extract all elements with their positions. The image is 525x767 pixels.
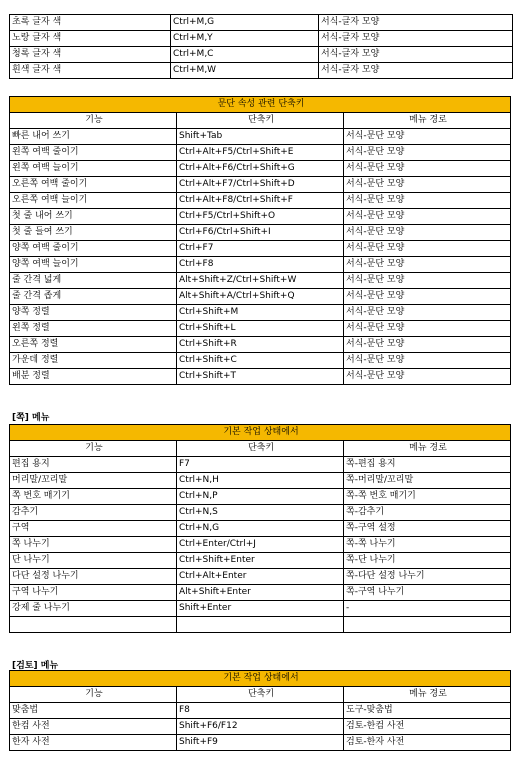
table-row [10, 161, 511, 177]
table-row [10, 457, 511, 473]
table-row [10, 585, 511, 601]
table-row [10, 337, 511, 353]
table-row [10, 617, 511, 633]
column-header: 기능 [10, 687, 177, 703]
paragraph-shortcut-table [9, 96, 511, 385]
function-cell: 쪽 번호 매기기 [10, 489, 177, 505]
function-cell: 노랑 글자 색 [10, 31, 171, 47]
shortcut-cell: F8 [177, 703, 344, 719]
menu-path-cell: 서식-문단 모양 [344, 129, 511, 145]
function-cell: 빠른 내어 쓰기 [10, 129, 177, 145]
table-row [10, 505, 511, 521]
menu-path-cell: 서식-문단 모양 [344, 369, 511, 385]
shortcut-cell: Ctrl+F6/Ctrl+Shift+I [177, 225, 344, 241]
function-cell: 구역 나누기 [10, 585, 177, 601]
column-header: 단축키 [177, 441, 344, 457]
table-row [10, 489, 511, 505]
shortcut-cell: Ctrl+F8 [177, 257, 344, 273]
function-cell: 흰색 글자 색 [10, 63, 171, 79]
function-cell: 가운데 정렬 [10, 353, 177, 369]
menu-path-cell: 쪽-쪽 나누기 [344, 537, 511, 553]
menu-path-cell: 서식-문단 모양 [344, 241, 511, 257]
shortcut-cell: Alt+Shift+A/Ctrl+Shift+Q [177, 289, 344, 305]
menu-path-cell [344, 617, 511, 633]
menu-path-cell: 서식-글자 모양 [319, 15, 513, 31]
function-cell: 강제 줄 나누기 [10, 601, 177, 617]
function-cell: 첫 줄 들여 쓰기 [10, 225, 177, 241]
table-row [10, 321, 511, 337]
column-header: 단축키 [177, 113, 344, 129]
shortcut-cell: Ctrl+N,P [177, 489, 344, 505]
table-row [10, 735, 511, 751]
section-header-row [10, 671, 511, 687]
function-cell: 줄 간격 넓게 [10, 273, 177, 289]
function-cell: 청록 글자 색 [10, 47, 171, 63]
shortcut-cell: Ctrl+M,C [171, 47, 319, 63]
table-row [10, 601, 511, 617]
menu-path-cell: 쪽-쪽 번호 매기기 [344, 489, 511, 505]
function-cell: 초록 글자 색 [10, 15, 171, 31]
function-cell: 왼쪽 여백 줄이기 [10, 145, 177, 161]
section-header: 문단 속성 관련 단축키 [10, 97, 511, 113]
function-cell: 맞춤법 [10, 703, 177, 719]
section-header-row [10, 97, 511, 113]
table-row [10, 225, 511, 241]
menu-path-cell: 서식-문단 모양 [344, 337, 511, 353]
table-row [10, 305, 511, 321]
column-header-row [10, 441, 511, 457]
column-header: 메뉴 경로 [344, 687, 511, 703]
table-row [10, 703, 511, 719]
function-cell: 쪽 나누기 [10, 537, 177, 553]
table-row [10, 273, 511, 289]
function-cell: 구역 [10, 521, 177, 537]
function-cell [10, 617, 177, 633]
shortcut-cell: Ctrl+Alt+F8/Ctrl+Shift+F [177, 193, 344, 209]
page-menu-title: [쪽] 메뉴 [12, 413, 50, 423]
function-cell: 줄 간격 좁게 [10, 289, 177, 305]
shortcut-cell: Ctrl+Shift+R [177, 337, 344, 353]
column-header: 단축키 [177, 687, 344, 703]
function-cell: 편집 용지 [10, 457, 177, 473]
shortcut-cell: Ctrl+Alt+F6/Ctrl+Shift+G [177, 161, 344, 177]
function-cell: 오른쪽 여백 늘이기 [10, 193, 177, 209]
menu-path-cell: 쪽-편집 용지 [344, 457, 511, 473]
menu-path-cell: 쪽-구역 설정 [344, 521, 511, 537]
menu-path-cell: 서식-문단 모양 [344, 161, 511, 177]
menu-path-cell: 서식-문단 모양 [344, 145, 511, 161]
column-header: 기능 [10, 113, 177, 129]
shortcut-cell: Ctrl+M,W [171, 63, 319, 79]
table-row [10, 47, 513, 63]
table-row [10, 473, 511, 489]
shortcut-cell: Ctrl+Enter/Ctrl+J [177, 537, 344, 553]
shortcut-cell: F7 [177, 457, 344, 473]
menu-path-cell: - [344, 601, 511, 617]
table-row [10, 369, 511, 385]
shortcut-cell: Shift+F9 [177, 735, 344, 751]
menu-path-cell: 서식-문단 모양 [344, 209, 511, 225]
shortcut-cell: Ctrl+Shift+T [177, 369, 344, 385]
function-cell: 머리말/꼬리말 [10, 473, 177, 489]
function-cell: 한컴 사전 [10, 719, 177, 735]
table-row [10, 353, 511, 369]
table-row [10, 15, 513, 31]
function-cell: 양쪽 여백 줄이기 [10, 241, 177, 257]
shortcut-cell: Ctrl+Shift+M [177, 305, 344, 321]
function-cell: 양쪽 여백 늘이기 [10, 257, 177, 273]
shortcut-cell: Ctrl+Alt+F5/Ctrl+Shift+E [177, 145, 344, 161]
table-row [10, 537, 511, 553]
section-header: 기본 작업 상태에서 [10, 671, 511, 687]
review-menu-shortcut-table [9, 670, 511, 751]
table-row [10, 63, 513, 79]
function-cell: 왼쪽 정렬 [10, 321, 177, 337]
shortcut-cell: Ctrl+M,G [171, 15, 319, 31]
shortcut-cell: Shift+Tab [177, 129, 344, 145]
page-menu-shortcut-table [9, 424, 511, 633]
menu-path-cell: 서식-문단 모양 [344, 193, 511, 209]
table-row [10, 31, 513, 47]
shortcut-cell [177, 617, 344, 633]
table-row [10, 521, 511, 537]
menu-path-cell: 서식-문단 모양 [344, 257, 511, 273]
shortcut-cell: Ctrl+Shift+L [177, 321, 344, 337]
menu-path-cell: 쪽-감추기 [344, 505, 511, 521]
shortcut-cell: Shift+Enter [177, 601, 344, 617]
font-color-shortcut-table [9, 14, 513, 79]
function-cell: 오른쪽 여백 줄이기 [10, 177, 177, 193]
column-header-row [10, 687, 511, 703]
shortcut-cell: Alt+Shift+Z/Ctrl+Shift+W [177, 273, 344, 289]
shortcut-cell: Ctrl+F7 [177, 241, 344, 257]
table-row [10, 209, 511, 225]
menu-path-cell: 검토-한컴 사전 [344, 719, 511, 735]
shortcut-cell: Ctrl+N,G [177, 521, 344, 537]
menu-path-cell: 서식-글자 모양 [319, 63, 513, 79]
function-cell: 한자 사전 [10, 735, 177, 751]
shortcut-cell: Ctrl+Shift+Enter [177, 553, 344, 569]
function-cell: 오른쪽 정렬 [10, 337, 177, 353]
menu-path-cell: 서식-문단 모양 [344, 289, 511, 305]
menu-path-cell: 서식-글자 모양 [319, 47, 513, 63]
table-row [10, 569, 511, 585]
menu-path-cell: 서식-문단 모양 [344, 353, 511, 369]
function-cell: 양쪽 정렬 [10, 305, 177, 321]
shortcut-cell: Ctrl+F5/Ctrl+Shift+O [177, 209, 344, 225]
table-row [10, 145, 511, 161]
function-cell: 왼쪽 여백 늘이기 [10, 161, 177, 177]
menu-path-cell: 검토-한자 사전 [344, 735, 511, 751]
table-row [10, 177, 511, 193]
shortcut-cell: Ctrl+N,H [177, 473, 344, 489]
shortcut-cell: Alt+Shift+Enter [177, 585, 344, 601]
review-menu-title: [검토] 메뉴 [12, 661, 59, 671]
menu-path-cell: 쪽-단 나누기 [344, 553, 511, 569]
function-cell: 다단 설정 나누기 [10, 569, 177, 585]
table-row [10, 553, 511, 569]
shortcut-cell: Ctrl+Alt+F7/Ctrl+Shift+D [177, 177, 344, 193]
shortcut-cell: Ctrl+N,S [177, 505, 344, 521]
section-header: 기본 작업 상태에서 [10, 425, 511, 441]
table-row [10, 241, 511, 257]
menu-path-cell: 도구-맞춤법 [344, 703, 511, 719]
column-header: 기능 [10, 441, 177, 457]
menu-path-cell: 쪽-머리말/꼬리말 [344, 473, 511, 489]
table-row [10, 257, 511, 273]
menu-path-cell: 서식-문단 모양 [344, 225, 511, 241]
menu-path-cell: 서식-문단 모양 [344, 177, 511, 193]
function-cell: 첫 줄 내어 쓰기 [10, 209, 177, 225]
function-cell: 배분 정렬 [10, 369, 177, 385]
menu-path-cell: 서식-문단 모양 [344, 305, 511, 321]
shortcut-cell: Ctrl+Alt+Enter [177, 569, 344, 585]
table-row [10, 129, 511, 145]
shortcut-cell: Shift+F6/F12 [177, 719, 344, 735]
menu-path-cell: 서식-문단 모양 [344, 273, 511, 289]
table-row [10, 193, 511, 209]
shortcut-cell: Ctrl+M,Y [171, 31, 319, 47]
menu-path-cell: 서식-문단 모양 [344, 321, 511, 337]
menu-path-cell: 쪽-다단 설정 나누기 [344, 569, 511, 585]
menu-path-cell: 서식-글자 모양 [319, 31, 513, 47]
shortcut-cell: Ctrl+Shift+C [177, 353, 344, 369]
function-cell: 감추기 [10, 505, 177, 521]
column-header: 메뉴 경로 [344, 441, 511, 457]
function-cell: 단 나누기 [10, 553, 177, 569]
table-row [10, 289, 511, 305]
section-header-row [10, 425, 511, 441]
menu-path-cell: 쪽-구역 나누기 [344, 585, 511, 601]
table-row [10, 719, 511, 735]
column-header-row [10, 113, 511, 129]
column-header: 메뉴 경로 [344, 113, 511, 129]
